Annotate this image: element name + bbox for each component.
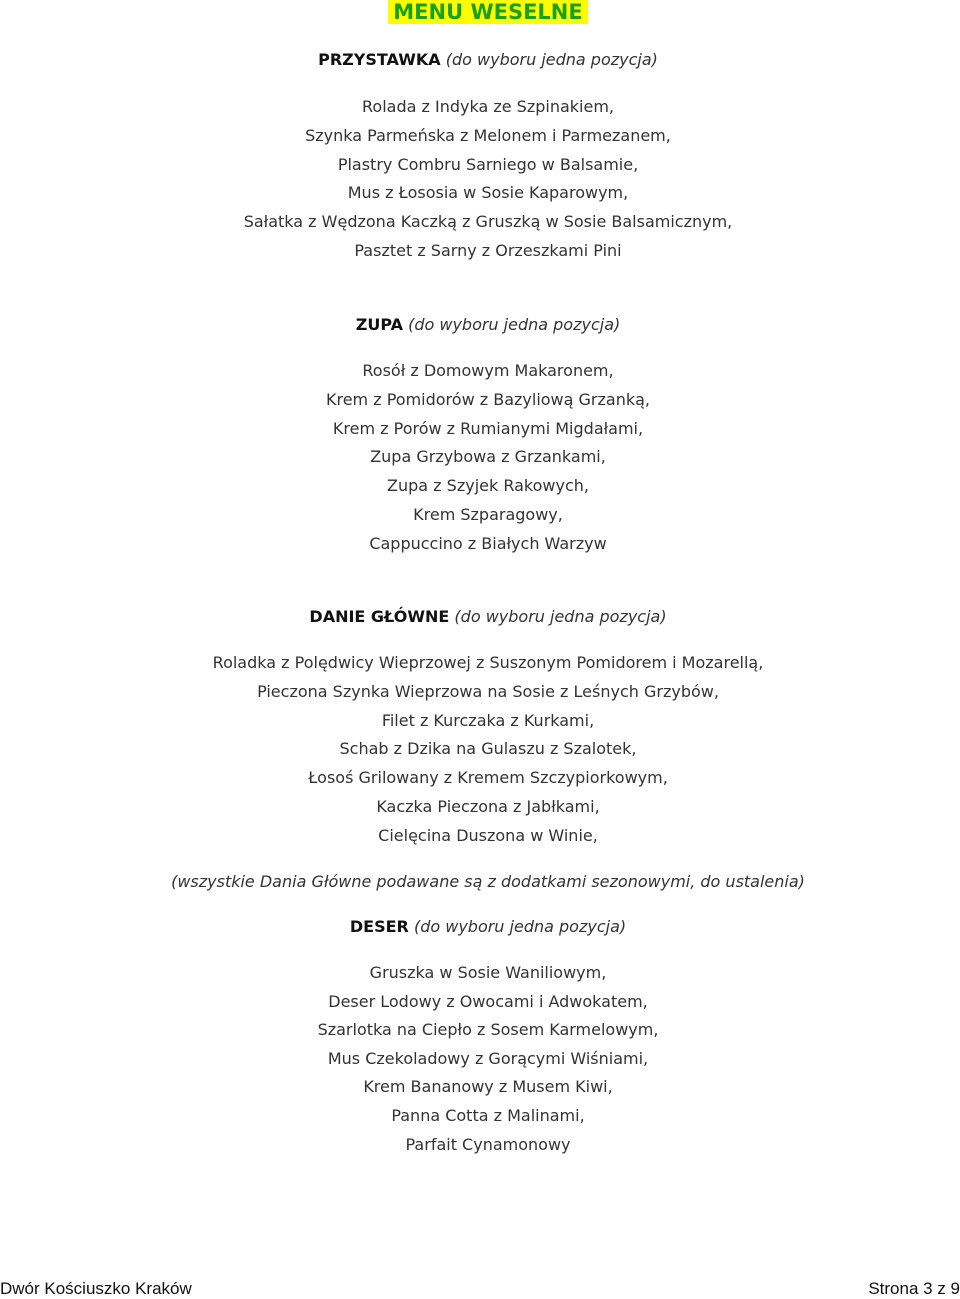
menu-item: Cappuccino z Białych Warzyw xyxy=(369,533,607,553)
menu-item: Szynka Parmeńska z Melonem i Parmezanem, xyxy=(305,125,671,145)
menu-item: Filet z Kurczaka z Kurkami, xyxy=(381,710,595,730)
section-items-zupa xyxy=(0,357,960,559)
menu-item: Zupa z Szyjek Rakowych, xyxy=(387,476,589,496)
menu-item: Krem z Pomidorów z Bazyliową Grzanką, xyxy=(325,389,650,409)
menu-item: Panna Cotta z Malinami, xyxy=(391,1105,585,1125)
section-items-przystawka xyxy=(0,93,960,266)
menu-item: Krem Szparagowy, xyxy=(413,504,563,524)
section-note: (do wyboru jedna pozycja) xyxy=(454,607,667,626)
section-note: (do wyboru jedna pozycja) xyxy=(413,917,627,936)
section-items-danie-glowne xyxy=(0,649,960,851)
menu-item: Pieczona Szynka Wieprzowa na Sosie z Leśnych Grzybów, xyxy=(257,681,719,701)
page-title xyxy=(0,0,960,24)
page-title-text: MENU WESELNE xyxy=(388,0,587,24)
section-heading-danie-glowne xyxy=(0,606,960,628)
section-title: DESER xyxy=(349,917,409,936)
menu-item: Szarlotka na Ciepło z Sosem Karmelowym, xyxy=(317,1020,659,1040)
menu-item: Mus Czekoladowy z Gorącymi Wiśniami, xyxy=(327,1048,649,1068)
menu-item: Krem z Porów z Rumianymi Migdałami, xyxy=(332,418,644,438)
footer-venue-name: Dwór Kościuszko Kraków xyxy=(0,1279,192,1298)
section-heading-deser xyxy=(0,916,960,938)
section-heading-zupa xyxy=(0,314,960,336)
menu-item: Schab z Dzika na Gulaszu z Szalotek, xyxy=(339,739,637,759)
menu-item: Parfait Cynamonowy xyxy=(405,1134,571,1154)
menu-item: Kaczka Pieczona z Jabłkami, xyxy=(376,796,600,816)
menu-item: Łosoś Grilowany z Kremem Szczypiorkowym, xyxy=(308,768,668,788)
menu-item: Mus z Łososia w Sosie Kaparowym, xyxy=(347,183,629,203)
menu-item: Pasztet z Sarny z Orzeszkami Pini xyxy=(354,240,622,260)
menu-item: Gruszka w Sosie Waniliowym, xyxy=(369,963,607,982)
section-title: DANIE GŁÓWNE xyxy=(309,607,450,626)
section-title: ZUPA xyxy=(355,315,403,334)
menu-item: Deser Lodowy z Owocami i Adwokatem, xyxy=(328,991,648,1011)
menu-item: Cielęcina Duszona w Winie, xyxy=(378,825,598,845)
menu-item: Rosół z Domowym Makaronem, xyxy=(362,361,614,380)
section-heading-przystawka xyxy=(0,49,960,71)
section-note: (do wyboru jedna pozycja) xyxy=(445,50,658,69)
menu-item: Sałatka z Wędzona Kaczką z Gruszką w Sosie Balsamicznym, xyxy=(243,212,733,232)
menu-item: Krem Bananowy z Musem Kiwi, xyxy=(363,1077,613,1097)
section-note: (do wyboru jedna pozycja) xyxy=(408,315,621,334)
main-dishes-footnote: (wszystkie Dania Główne podawane są z dodatkami sezonowymi, do ustalenia) xyxy=(171,872,805,891)
menu-item: Roladka z Polędwicy Wieprzowej z Suszonym Pomidorem i Mozarellą, xyxy=(212,653,764,672)
footer-page-number: Strona 3 z 9 xyxy=(868,1279,960,1298)
menu-item: Rolada z Indyka ze Szpinakiem, xyxy=(362,97,614,116)
menu-item: Plastry Combru Sarniego w Balsamie, xyxy=(337,154,639,174)
menu-item: Zupa Grzybowa z Grzankami, xyxy=(370,447,606,467)
section-items-deser xyxy=(0,959,960,1159)
section-title: PRZYSTAWKA xyxy=(318,50,441,69)
